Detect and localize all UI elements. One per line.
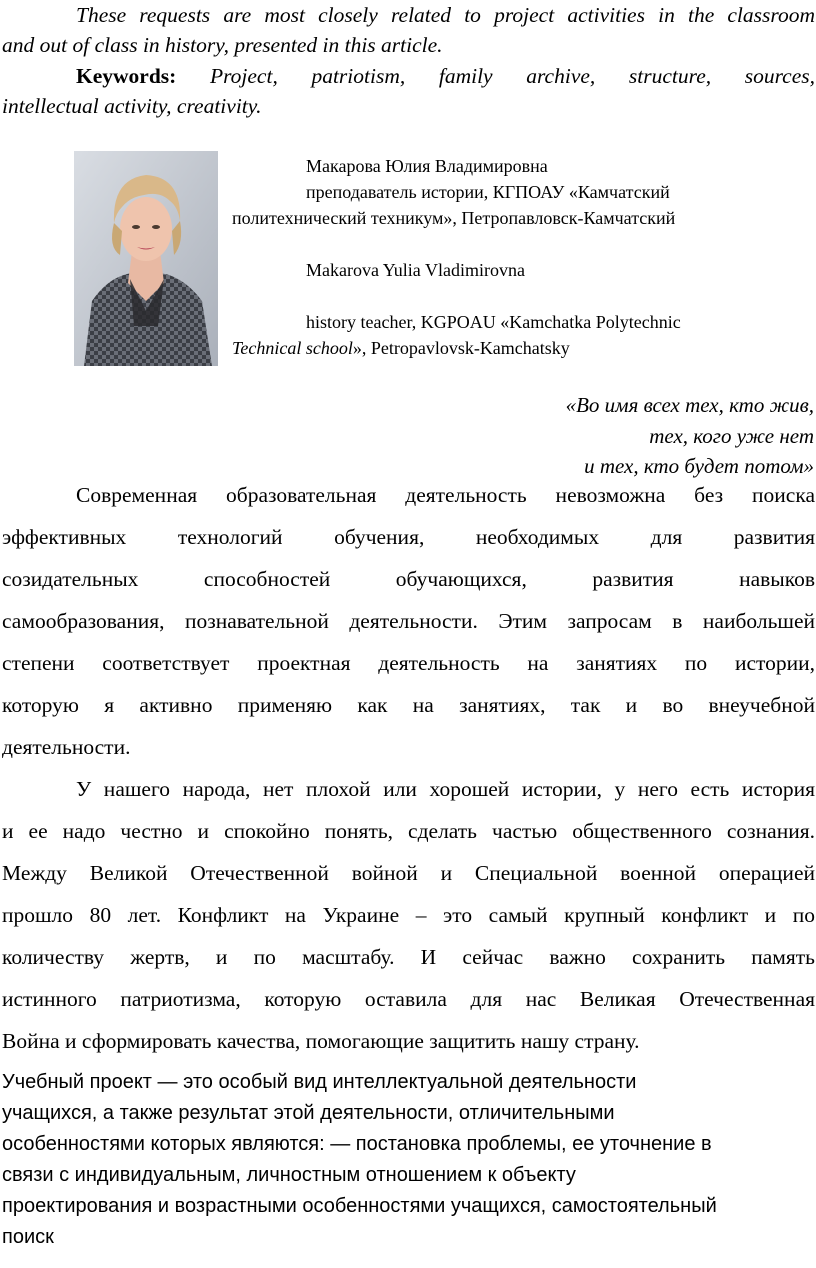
- author-name-en: Makarova Yulia Vladimirovna: [306, 260, 525, 280]
- keywords-label: Keywords:: [76, 64, 177, 88]
- keywords-line-1: [2, 64, 815, 90]
- paragraph3-line: проектирования и возрастными особенностями учащихся, самостоятельный: [2, 1195, 717, 1217]
- paragraph2-line: Между Великой Отечественной войной и Специальной военной операцией: [2, 861, 815, 885]
- paragraph2-line: количеству жертв, и по масштабу. И сейчас важно сохранить память: [2, 945, 815, 969]
- paragraph3-line: Учебный проект — это особый вид интеллектуальной деятельности: [2, 1071, 637, 1093]
- paragraph2-line: У нашего народа, нет плохой или хорошей истории, у него есть история: [76, 777, 815, 801]
- abstract-line-2: and out of class in history, presented in this article.: [2, 33, 443, 57]
- paragraph3-line: особенностями которых являются: — постановка проблемы, ее уточнение в: [2, 1133, 712, 1155]
- author-position-en-2: [232, 335, 815, 361]
- epigraph-line-1: «Во имя всех тех, кто жив,: [565, 393, 814, 417]
- author-institution-italic: Technical school: [232, 338, 353, 358]
- paragraph1-line: деятельности.: [2, 735, 131, 759]
- paragraph3-line: учащихся, а также результат этой деятельности, отличительными: [2, 1102, 615, 1124]
- epigraph-line-2: тех, кого уже нет: [649, 424, 814, 448]
- keywords-line-2: intellectual activity, creativity.: [2, 94, 262, 118]
- paragraph3-line: связи с индивидуальным, личностным отношением к объекту: [2, 1164, 576, 1186]
- abstract-line-1: These requests are most closely related to project activities in the classroom: [76, 3, 815, 27]
- paragraph2-line: истинного патриотизма, которую оставила для нас Великая Отечественная: [2, 987, 815, 1011]
- author-photo: [74, 151, 218, 366]
- paragraph1-line: самообразования, познавательной деятельности. Этим запросам в наибольшей: [2, 609, 815, 633]
- paragraph1-line: созидательных способностей обучающихся, развития навыков: [2, 567, 815, 591]
- author-position-ru-1: преподаватель истории, КГПОАУ «Камчатский: [306, 182, 670, 202]
- paragraph1-line: Современная образовательная деятельность невозможна без поиска: [76, 483, 815, 507]
- epigraph-line-3: и тех, кто будет потом»: [584, 454, 814, 478]
- paragraph1-line: которую я активно применяю как на занятиях, так и во внеучебной: [2, 693, 815, 717]
- paragraph1-line: эффективных технологий обучения, необходимых для развития: [2, 525, 815, 549]
- author-position-ru-2: политехнический техникум», Петропавловск-Камчатский: [232, 208, 676, 228]
- paragraph1-line: степени соответствует проектная деятельность на занятиях по истории,: [2, 651, 815, 675]
- author-institution-rest: », Petropavlovsk-Kamchatsky: [352, 338, 570, 358]
- author-position-en-1: history teacher, KGPOAU «Kamchatka Polytechnic: [306, 312, 681, 332]
- paragraph2-line: прошло 80 лет. Конфликт на Украине – это самый крупный конфликт и по: [2, 903, 815, 927]
- paragraph3-line: поиск: [2, 1226, 54, 1248]
- paragraph2-line: Война и сформировать качества, помогающие защитить нашу страну.: [2, 1029, 640, 1053]
- keywords-list: Project, patriotism, family archive, structure, sources,: [209, 64, 816, 88]
- paragraph2-line: и ее надо честно и спокойно понять, сделать частью общественного сознания.: [2, 819, 815, 843]
- author-name-ru: Макарова Юлия Владимировна: [306, 156, 548, 176]
